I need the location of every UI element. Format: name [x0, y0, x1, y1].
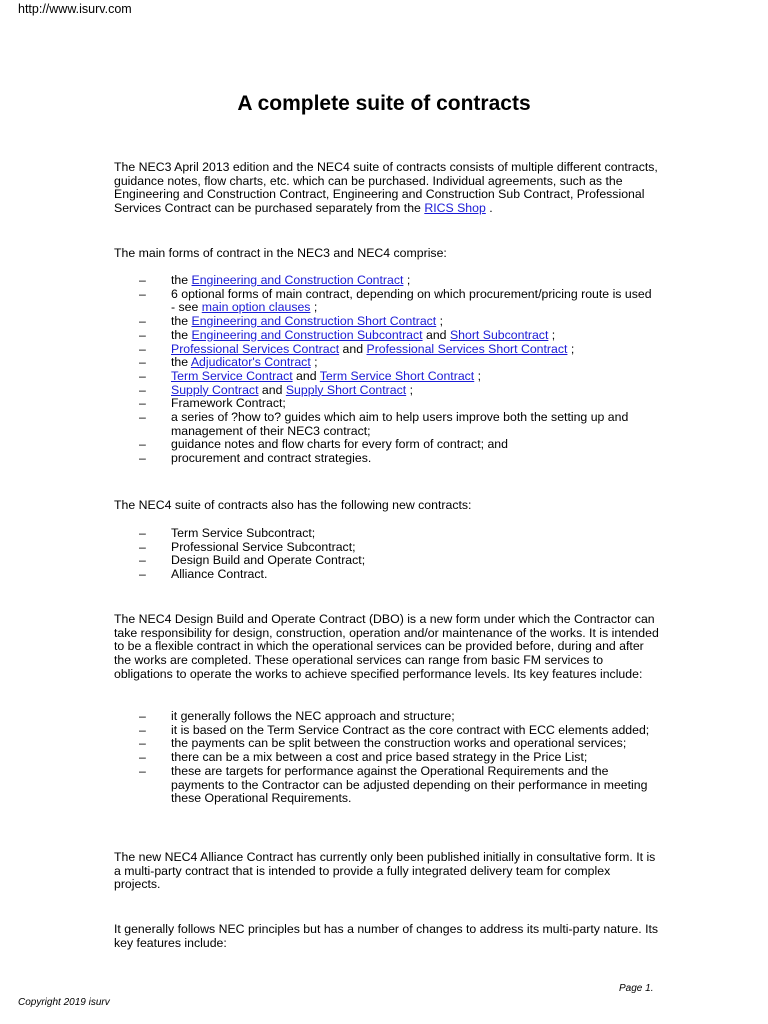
ecc-link[interactable]: Engineering and Construction Contract — [191, 273, 404, 287]
copyright-notice: Copyright 2019 isurv — [18, 997, 110, 1008]
item-text: guidance notes and flow charts for every form of contract; and — [171, 437, 508, 452]
list-item — [114, 288, 659, 315]
supply-short-contract-link[interactable]: Supply Short Contract — [285, 382, 407, 397]
ecs-subcontract-link[interactable]: Engineering and Construction Subcontract — [191, 327, 423, 342]
nec4-new-section — [114, 527, 659, 582]
item-text: the — [171, 355, 191, 370]
list-item — [114, 329, 659, 343]
item-text: ; — [310, 355, 318, 370]
item-text: ; — [310, 300, 318, 315]
dash-bullet: – — [139, 368, 146, 383]
dash-bullet: – — [139, 763, 146, 778]
list-item — [114, 397, 659, 411]
dash-bullet: – — [139, 736, 146, 751]
list-item — [114, 527, 659, 541]
dash-bullet: – — [139, 286, 146, 301]
nec4-new-heading — [114, 499, 659, 513]
dash-bullet: – — [139, 750, 146, 765]
item-text: Term Service Subcontract; — [171, 526, 316, 540]
item-text: ; — [406, 382, 414, 397]
dash-bullet: – — [139, 539, 146, 554]
alliance-paragraph-2 — [114, 923, 659, 950]
item-text: Design Build and Operate Contract; — [171, 553, 366, 568]
item-text: Professional Service Subcontract; — [171, 539, 356, 554]
dash-bullet: – — [139, 709, 146, 723]
list-item — [114, 370, 659, 384]
dash-bullet: – — [139, 355, 146, 370]
alliance-paragraph-2-text: It generally follows NEC principles but has a number of changes to address its multi-party nature. Its key features include: — [114, 922, 659, 950]
intro-paragraph — [114, 161, 659, 216]
list-item — [114, 568, 659, 582]
dash-bullet: – — [139, 314, 146, 329]
main-option-clauses-link[interactable]: main option clauses — [201, 300, 311, 315]
dash-bullet: – — [139, 273, 146, 287]
item-text: ; — [436, 314, 444, 329]
dash-bullet: – — [139, 341, 146, 356]
tsc-link[interactable]: Term Service Contract — [171, 368, 293, 383]
item-text: the — [171, 273, 192, 287]
item-text: procurement and contract strategies. — [171, 451, 372, 466]
list-item — [114, 765, 659, 806]
list-item — [114, 724, 659, 738]
nec4-new-heading-text: The NEC4 suite of contracts also has the following new contracts: — [114, 498, 472, 512]
dbo-paragraph-text: The NEC4 Design Build and Operate Contract (DBO) is a new form under which the Contractor can take responsibility for design, construction, operation and/or maintenance of the works. It is intended to be a flexible contract in which the operational services can be provided before, during and after the works are completed. These operational services can range from basic FM services to obligations to operate the works to achieve specified performance levels. Its key features include: — [114, 612, 659, 681]
item-text: there can be a mix between a cost and price based strategy in the Price List; — [171, 750, 588, 765]
alliance-paragraph-1-text: The new NEC4 Alliance Contract has currently only been published initially in consultative form. It is a multi-party contract that is intended to provide a fully integrated delivery team for complex projects. — [114, 850, 656, 892]
rics-shop-link[interactable]: RICS Shop — [424, 201, 486, 216]
dbo-features-list — [114, 710, 659, 806]
list-item — [114, 343, 659, 357]
short-subcontract-link[interactable]: Short Subcontract — [449, 327, 549, 342]
dash-bullet: – — [139, 553, 146, 568]
main-forms-list — [114, 274, 659, 466]
list-item — [114, 274, 659, 288]
item-text: it generally follows the NEC approach and structure; — [171, 709, 455, 723]
supply-contract-link[interactable]: Supply Contract — [171, 382, 259, 397]
item-text: ; — [548, 327, 556, 342]
list-item — [114, 315, 659, 329]
pssc-link[interactable]: Professional Services Short Contract — [366, 341, 568, 356]
tssc-link[interactable]: Term Service Short Contract — [319, 368, 475, 383]
dash-bullet: – — [139, 382, 146, 397]
item-text: and — [258, 382, 286, 397]
item-text: ; — [403, 273, 411, 287]
dash-bullet: – — [139, 396, 146, 411]
ecsc-link[interactable]: Engineering and Construction Short Contract — [191, 314, 437, 329]
list-item — [114, 554, 659, 568]
item-text: it is based on the Term Service Contract as the core contract with ECC elements added; — [171, 722, 650, 737]
page-number: Page 1. — [619, 983, 654, 994]
dash-bullet: – — [139, 722, 146, 737]
dash-bullet: – — [139, 451, 146, 466]
list-item — [114, 452, 659, 466]
item-text: the — [171, 314, 192, 329]
dash-bullet: – — [139, 567, 146, 582]
nec4-new-list — [114, 527, 659, 582]
item-text: and — [339, 341, 367, 356]
psc-link[interactable]: Professional Services Contract — [171, 341, 340, 356]
list-item — [114, 384, 659, 398]
list-item — [114, 541, 659, 555]
list-item — [114, 751, 659, 765]
item-text: Framework Contract; — [171, 396, 286, 411]
main-forms-heading-text: The main forms of contract in the NEC3 and NEC4 comprise: — [114, 246, 447, 260]
item-text: Alliance Contract. — [171, 567, 268, 582]
main-forms-heading — [114, 247, 659, 261]
item-text: these are targets for performance against the Operational Requirements and the payments to the Contractor can be adjusted depending on their performance in meeting these Operational Requirements. — [171, 763, 648, 806]
dbo-paragraph — [114, 613, 659, 682]
list-item — [114, 710, 659, 724]
list-item — [114, 438, 659, 452]
item-text: the — [171, 327, 192, 342]
list-item — [114, 411, 659, 438]
adjudicator-contract-link[interactable]: Adjudicator's Contract — [190, 355, 311, 370]
item-text: and — [422, 327, 450, 342]
page-title: A complete suite of contracts — [237, 92, 531, 115]
item-text: the payments can be split between the construction works and operational services; — [171, 736, 627, 751]
intro-text-end: . — [485, 201, 493, 216]
intro-text: The NEC3 April 2013 edition and the NEC4 suite of contracts consists of multiple different contracts, guidance notes, flow charts, etc. which can be purchased. Individual agreements, such as the Engineering and Construction Contract, Engineering and Construction Sub Contract, Professional Services Contract can be purchased separately from the — [114, 160, 658, 216]
item-text: ; — [567, 341, 575, 356]
dash-bullet: – — [139, 410, 146, 425]
list-item — [114, 737, 659, 751]
alliance-paragraph-1 — [114, 851, 659, 892]
item-text: a series of ?how to? guides which aim to help users improve both the setting up and management of their NEC3 contract; — [171, 410, 629, 438]
item-text: ; — [474, 368, 482, 383]
dash-bullet: – — [139, 437, 146, 452]
main-forms-section — [114, 274, 659, 466]
dash-bullet: – — [139, 327, 146, 342]
item-text: 6 optional forms of main contract, depending on which procurement/pricing route is used - see — [171, 286, 652, 315]
dbo-section — [114, 710, 659, 806]
dash-bullet: – — [139, 526, 146, 540]
header-url: http://www.isurv.com — [18, 2, 132, 16]
item-text: and — [292, 368, 320, 383]
list-item — [114, 356, 659, 370]
